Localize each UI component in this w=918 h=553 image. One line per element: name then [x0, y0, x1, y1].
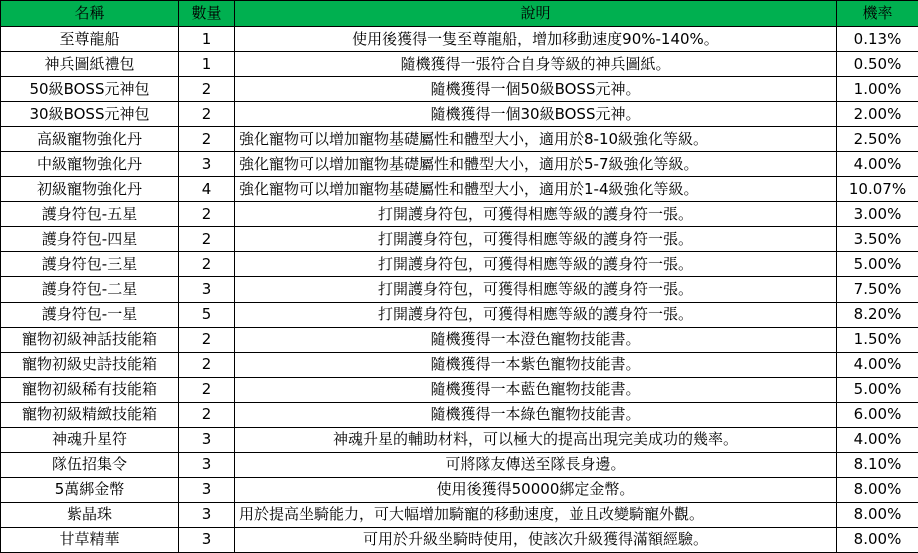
quantity-cell: 5	[179, 302, 235, 327]
table-row	[1, 452, 918, 477]
quantity-cell: 2	[179, 377, 235, 402]
table-row	[1, 177, 918, 202]
quantity-cell: 2	[179, 352, 235, 377]
table-row	[1, 102, 918, 127]
quantity-cell: 2	[179, 252, 235, 277]
table-row	[1, 52, 918, 77]
probability-cell: 8.20%	[837, 302, 918, 327]
item-name-cell: 寵物初級神話技能箱	[1, 327, 179, 352]
description-cell: 強化寵物可以增加寵物基礎屬性和體型大小，適用於8-10級強化等級。	[235, 127, 837, 152]
item-name-cell: 寵物初級精緻技能箱	[1, 402, 179, 427]
description-cell: 用於提高坐騎能力，可大幅增加騎寵的移動速度，並且改變騎寵外觀。	[235, 502, 837, 527]
description-cell: 隨機獲得一個50級BOSS元神。	[235, 77, 837, 102]
quantity-cell: 2	[179, 127, 235, 152]
quantity-cell: 2	[179, 327, 235, 352]
quantity-cell: 1	[179, 27, 235, 52]
description-cell: 打開護身符包，可獲得相應等級的護身符一張。	[235, 252, 837, 277]
quantity-cell: 3	[179, 477, 235, 502]
table-row	[1, 402, 918, 427]
table-row	[1, 302, 918, 327]
item-name-cell: 寵物初級史詩技能箱	[1, 352, 179, 377]
probability-cell: 2.00%	[837, 102, 918, 127]
table-row	[1, 477, 918, 502]
quantity-cell: 2	[179, 202, 235, 227]
quantity-cell: 2	[179, 102, 235, 127]
table-row	[1, 127, 918, 152]
description-cell: 打開護身符包，可獲得相應等級的護身符一張。	[235, 227, 837, 252]
quantity-cell: 2	[179, 402, 235, 427]
item-name-cell: 紫晶珠	[1, 502, 179, 527]
table-row	[1, 252, 918, 277]
item-name-cell: 50級BOSS元神包	[1, 77, 179, 102]
table-row	[1, 277, 918, 302]
probability-cell: 1.00%	[837, 77, 918, 102]
table-row	[1, 77, 918, 102]
item-name-cell: 初級寵物強化丹	[1, 177, 179, 202]
item-name-cell: 護身符包-五星	[1, 202, 179, 227]
table-row	[1, 202, 918, 227]
quantity-cell: 3	[179, 502, 235, 527]
table-row	[1, 327, 918, 352]
table-body	[1, 27, 918, 553]
quantity-cell: 3	[179, 152, 235, 177]
probability-cell: 4.00%	[837, 427, 918, 452]
item-name-cell: 神兵圖紙禮包	[1, 52, 179, 77]
item-name-cell: 寵物初級稀有技能箱	[1, 377, 179, 402]
quantity-cell: 2	[179, 77, 235, 102]
header-probability: 機率	[837, 1, 918, 27]
description-cell: 神魂升星的輔助材料，可以極大的提高出現完美成功的幾率。	[235, 427, 837, 452]
item-name-cell: 護身符包-四星	[1, 227, 179, 252]
header-description: 說明	[235, 1, 837, 27]
description-cell: 強化寵物可以增加寵物基礎屬性和體型大小，適用於5-7級強化等級。	[235, 152, 837, 177]
item-name-cell: 護身符包-一星	[1, 302, 179, 327]
probability-cell: 3.00%	[837, 202, 918, 227]
probability-cell: 4.00%	[837, 352, 918, 377]
description-cell: 使用後獲得50000綁定金幣。	[235, 477, 837, 502]
item-name-cell: 護身符包-三星	[1, 252, 179, 277]
description-cell: 隨機獲得一本藍色寵物技能書。	[235, 377, 837, 402]
item-name-cell: 至尊龍船	[1, 27, 179, 52]
description-cell: 隨機獲得一張符合自身等級的神兵圖紙。	[235, 52, 837, 77]
item-name-cell: 30級BOSS元神包	[1, 102, 179, 127]
table-row	[1, 227, 918, 252]
probability-cell: 3.50%	[837, 227, 918, 252]
header-name: 名稱	[1, 1, 179, 27]
description-cell: 打開護身符包，可獲得相應等級的護身符一張。	[235, 277, 837, 302]
header-quantity: 數量	[179, 1, 235, 27]
item-name-cell: 中級寵物強化丹	[1, 152, 179, 177]
probability-cell: 2.50%	[837, 127, 918, 152]
probability-cell: 4.00%	[837, 152, 918, 177]
quantity-cell: 2	[179, 227, 235, 252]
item-name-cell: 5萬綁金幣	[1, 477, 179, 502]
description-cell: 使用後獲得一隻至尊龍船，增加移動速度90%-140%。	[235, 27, 837, 52]
quantity-cell: 4	[179, 177, 235, 202]
quantity-cell: 3	[179, 527, 235, 552]
quantity-cell: 3	[179, 277, 235, 302]
probability-cell: 8.00%	[837, 477, 918, 502]
description-cell: 隨機獲得一本澄色寵物技能書。	[235, 327, 837, 352]
probability-cell: 5.00%	[837, 252, 918, 277]
table-row	[1, 152, 918, 177]
header-row	[1, 1, 918, 27]
probability-cell: 0.50%	[837, 52, 918, 77]
probability-cell: 8.10%	[837, 452, 918, 477]
probability-cell: 10.07%	[837, 177, 918, 202]
quantity-cell: 3	[179, 427, 235, 452]
description-cell: 隨機獲得一本綠色寵物技能書。	[235, 402, 837, 427]
probability-cell: 0.13%	[837, 27, 918, 52]
item-name-cell: 神魂升星符	[1, 427, 179, 452]
probability-cell: 1.50%	[837, 327, 918, 352]
table-row	[1, 527, 918, 552]
probability-cell: 5.00%	[837, 377, 918, 402]
description-cell: 打開護身符包，可獲得相應等級的護身符一張。	[235, 202, 837, 227]
table-row	[1, 27, 918, 52]
table-row	[1, 427, 918, 452]
probability-cell: 8.00%	[837, 502, 918, 527]
probability-cell: 7.50%	[837, 277, 918, 302]
item-name-cell: 隊伍招集令	[1, 452, 179, 477]
description-cell: 隨機獲得一個30級BOSS元神。	[235, 102, 837, 127]
description-cell: 強化寵物可以增加寵物基礎屬性和體型大小，適用於1-4級強化等級。	[235, 177, 837, 202]
description-cell: 隨機獲得一本紫色寵物技能書。	[235, 352, 837, 377]
description-cell: 可將隊友傳送至隊長身邊。	[235, 452, 837, 477]
table-row	[1, 377, 918, 402]
item-name-cell: 甘草精華	[1, 527, 179, 552]
table-row	[1, 352, 918, 377]
description-cell: 打開護身符包，可獲得相應等級的護身符一張。	[235, 302, 837, 327]
table-row	[1, 502, 918, 527]
description-cell: 可用於升級坐騎時使用，使該次升級獲得滿額經驗。	[235, 527, 837, 552]
probability-cell: 8.00%	[837, 527, 918, 552]
item-name-cell: 高級寵物強化丹	[1, 127, 179, 152]
quantity-cell: 1	[179, 52, 235, 77]
probability-cell: 6.00%	[837, 402, 918, 427]
item-name-cell: 護身符包-二星	[1, 277, 179, 302]
quantity-cell: 3	[179, 452, 235, 477]
